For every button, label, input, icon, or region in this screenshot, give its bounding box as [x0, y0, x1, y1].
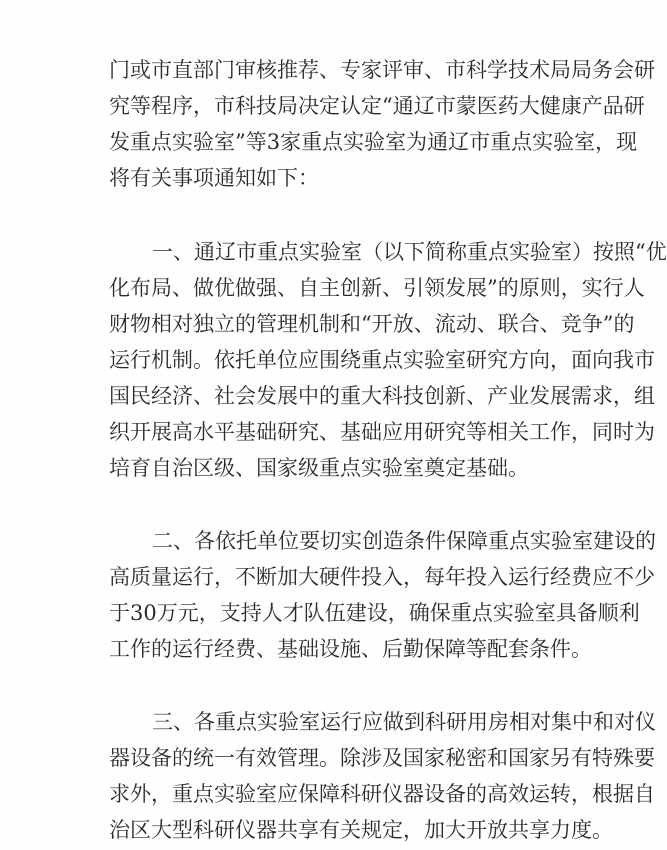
text-line: 国民经济、社会发展中的重大科技创新、产业发展需求，组: [109, 384, 655, 408]
paragraph-1-line-3: [0, 122, 667, 162]
text-line: 织开展高水平基础研究、基础应用研究等相关工作，同时为: [109, 420, 655, 444]
paragraph-2-line-2: [0, 268, 667, 308]
paragraph-3-line-1: [0, 521, 667, 561]
text-line: 器设备的统一有效管理。除涉及国家秘密和国家另有特殊要: [109, 746, 655, 770]
paragraph-4-line-4: [0, 810, 667, 850]
paragraph-2-line-6: [0, 412, 667, 452]
text-line: 求外，重点实验室应保障科研仪器设备的高效运转，根据自: [109, 782, 655, 806]
paragraph-1-line-2: [0, 86, 667, 126]
text-line: 治区大型科研仪器共享有关规定，加大开放共享力度。: [109, 818, 613, 842]
text-line: 究等程序，市科技局决定认定“通辽市蒙医药大健康产品研: [109, 94, 645, 118]
paragraph-3-line-4: [0, 629, 667, 669]
text-line: 财物相对独立的管理机制和“开放、流动、联合、竞争”的: [109, 312, 635, 336]
paragraph-3-line-3: [0, 593, 667, 633]
paragraph-2-line-1: [0, 232, 667, 272]
text-line: 工作的运行经费、基础设施、后勤保障等配套条件。: [109, 637, 592, 661]
paragraph-3-line-2: [0, 557, 667, 597]
paragraph-2-line-3: [0, 304, 667, 344]
text-line: 二、各依托单位要切实创造条件保障重点实验室建设的: [152, 529, 656, 553]
text-line: 于30万元，支持人才队伍建设，确保重点实验室具备顺利: [109, 601, 640, 625]
paragraph-2-line-5: [0, 376, 667, 416]
text-line: 三、各重点实验室运行应做到科研用房相对集中和对仪: [152, 710, 656, 734]
text-line: 高质量运行，不断加大硬件投入，每年投入运行经费应不少: [109, 565, 655, 589]
paragraph-1-line-1: [0, 50, 667, 90]
text-line: 运行机制。依托单位应围绕重点实验室研究方向，面向我市: [109, 348, 655, 372]
text-line: 发重点实验室”等3家重点实验室为通辽市重点实验室，现: [109, 130, 638, 154]
text-line: 培育自治区级、国家级重点实验室奠定基础。: [109, 456, 529, 480]
paragraph-4-line-2: [0, 738, 667, 778]
text-line: 门或市直部门审核推荐、专家评审、市科学技术局局务会研: [109, 58, 655, 82]
paragraph-2-line-7: [0, 448, 667, 488]
text-line: 化布局、做优做强、自主创新、引领发展”的原则，实行人: [109, 276, 645, 300]
paragraph-2-line-4: [0, 340, 667, 380]
paragraph-4-line-3: [0, 774, 667, 814]
text-line: 将有关事项通知如下：: [109, 166, 319, 190]
paragraph-1-line-4: [0, 158, 667, 198]
paragraph-4-line-1: [0, 702, 667, 742]
text-line: 一、通辽市重点实验室（以下简称重点实验室）按照“优: [152, 240, 667, 264]
